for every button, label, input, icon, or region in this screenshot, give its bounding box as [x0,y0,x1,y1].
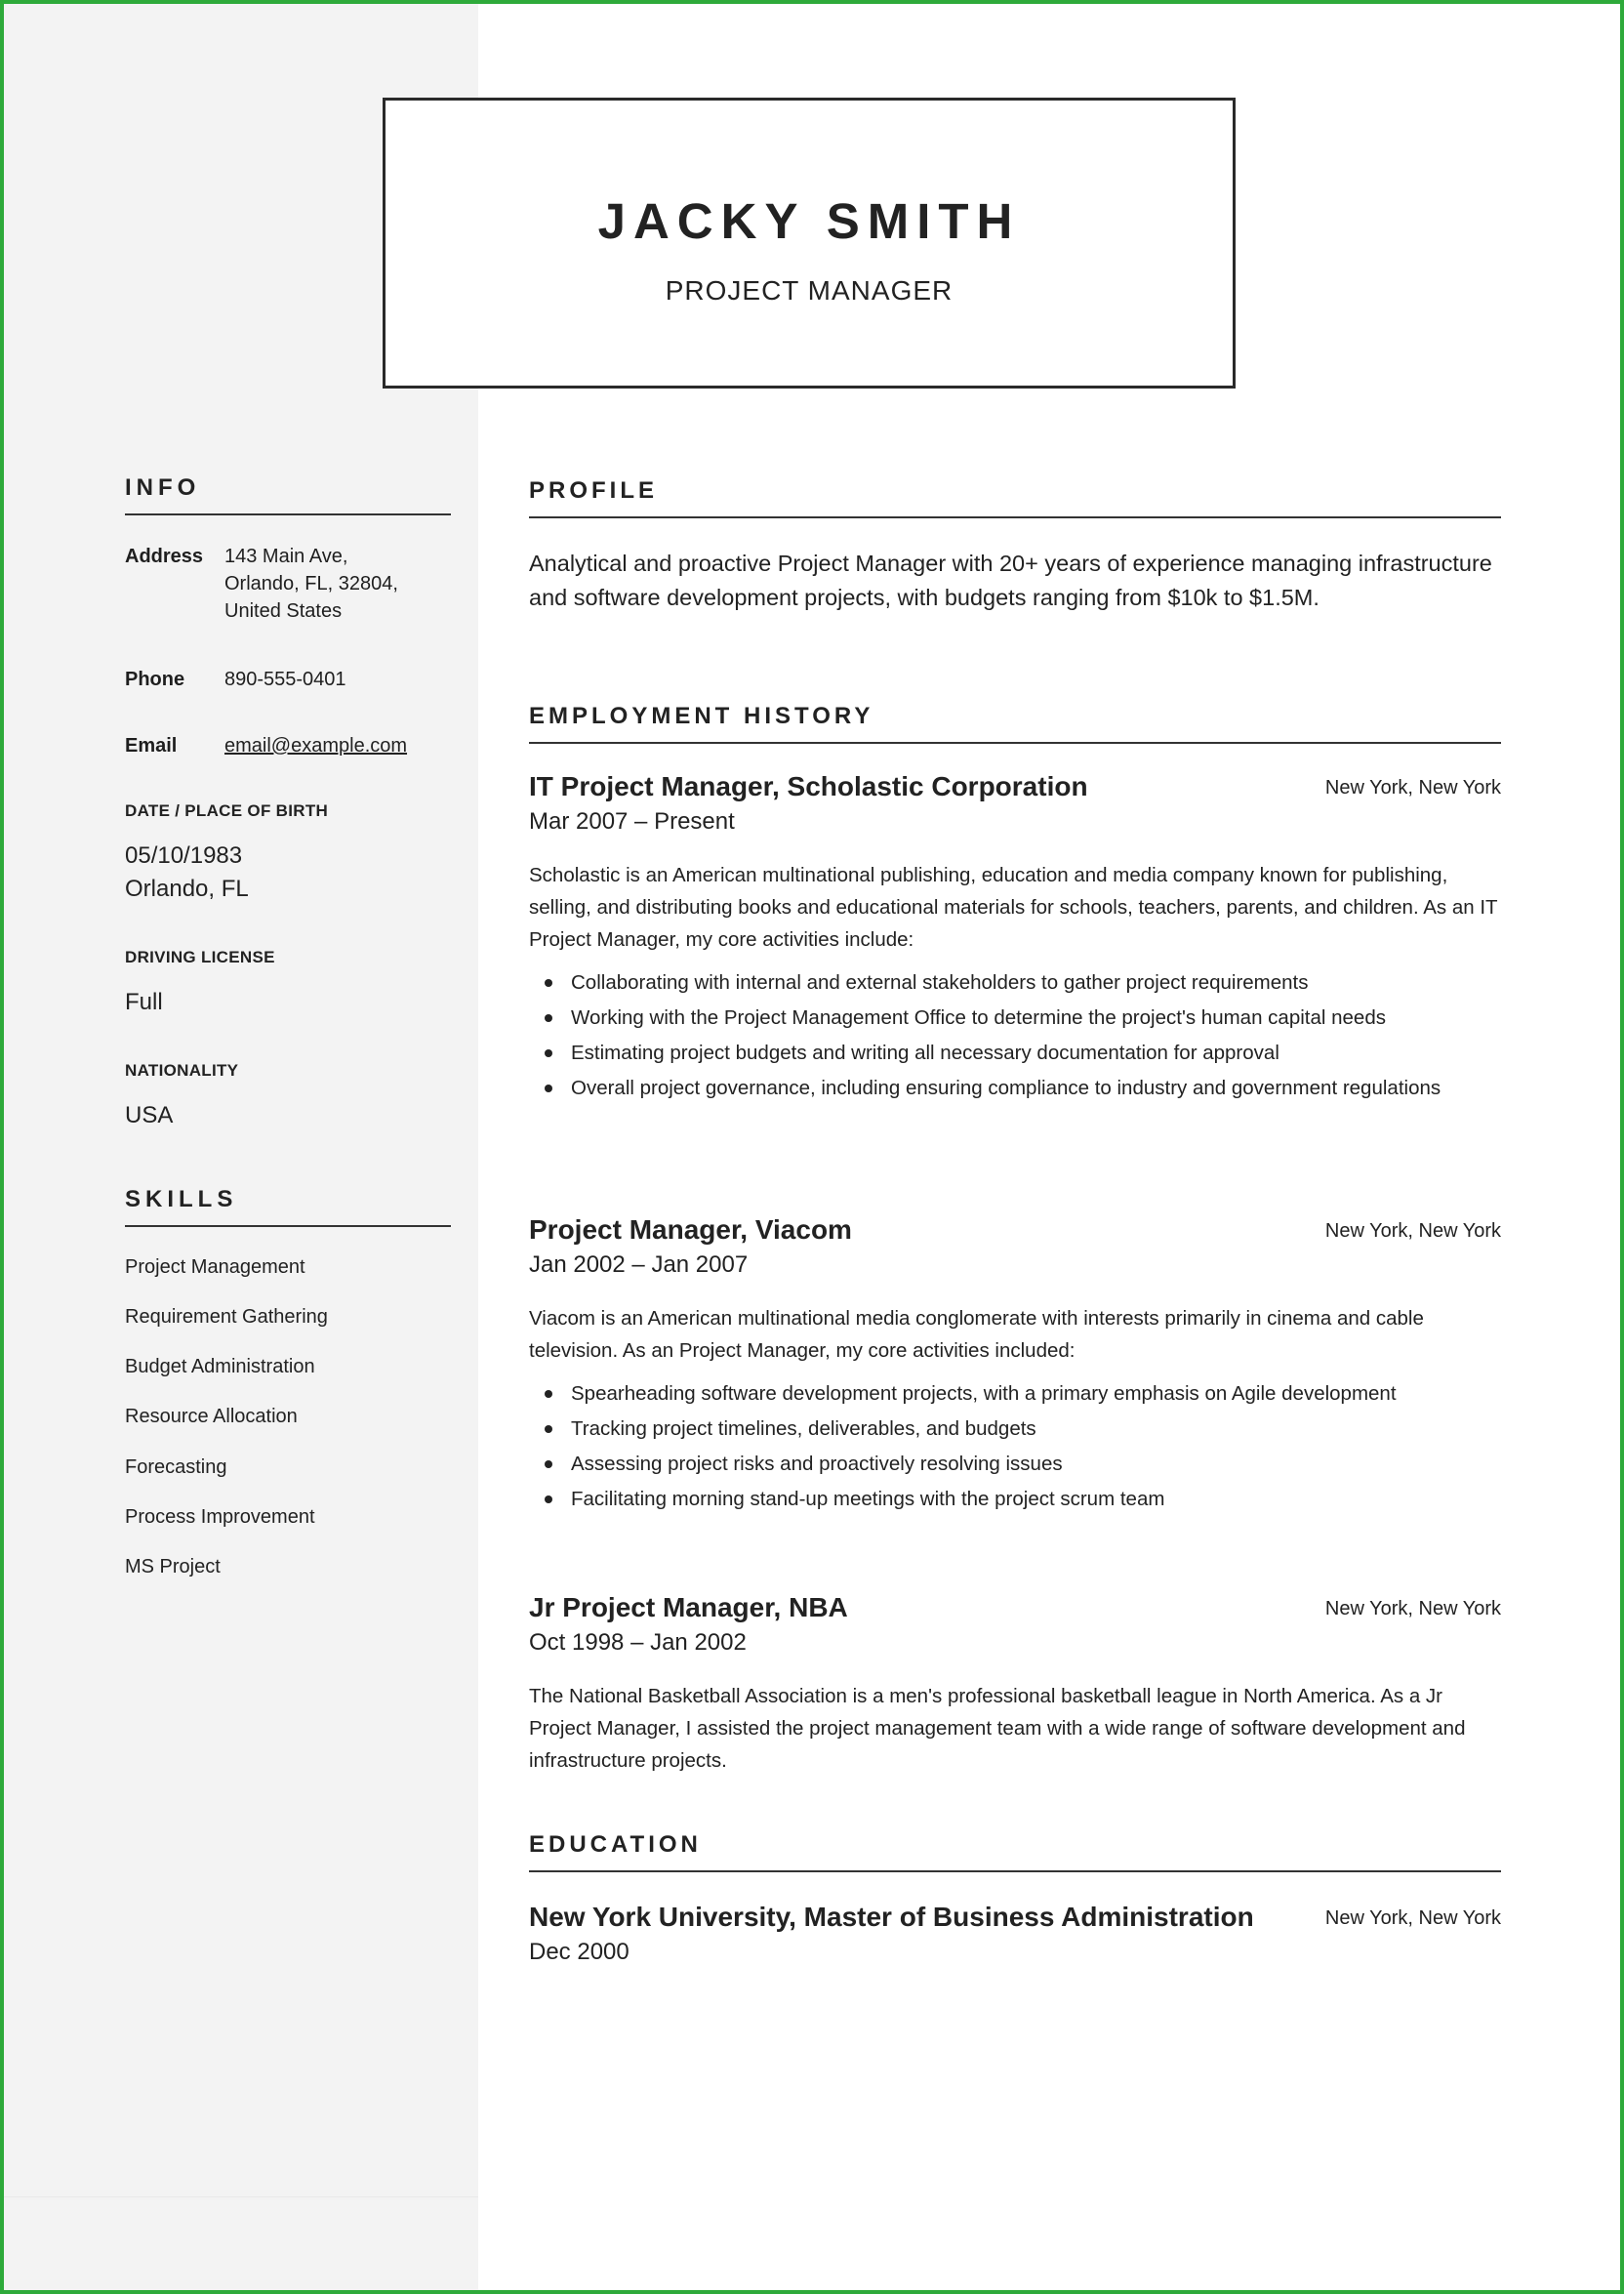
skill-item: MS Project [125,1556,221,1577]
nationality-value: USA [125,1102,174,1128]
skills-section-heading [125,1186,451,1227]
employment-title: EMPLOYMENT HISTORY [529,703,1501,744]
skill-item: Resource Allocation [125,1406,298,1427]
dob-date: 05/10/1983 [125,842,243,869]
job-title: Jr Project Manager, NBA [529,1592,848,1622]
job-dates: Jan 2002 – Jan 2007 [529,1251,749,1278]
nationality-label: NATIONALITY [125,1061,239,1080]
job-title: IT Project Manager, Scholastic Corporation [529,771,1088,801]
address-label: Address [125,546,204,567]
name-header [383,98,1236,389]
job-location: New York, New York [1324,1598,1501,1619]
job-bullet: Tracking project timelines, deliverables, and budgets [571,1413,1543,1445]
skill-item: Requirement Gathering [125,1306,328,1328]
address-line-2: Orlando, FL, 32804, [224,573,398,594]
job-description: Viacom is an American multinational media conglomerate with interests primarily in cinema and cable television. As an Project Manager, my core activities included: [529,1307,1424,1362]
candidate-role: PROJECT MANAGER [665,275,954,306]
info-title: INFO [125,474,451,515]
dob-label: DATE / PLACE OF BIRTH [125,801,329,820]
phone-value: 890-555-0401 [224,669,346,690]
job-bullet: Estimating project budgets and writing all necessary documentation for approval [571,1037,1543,1069]
resume-page [4,4,1620,2290]
skills-title: SKILLS [125,1186,451,1227]
dob-place: Orlando, FL [125,876,249,902]
profile-text: Analytical and proactive Project Manager with 20+ years of experience managing infrastructure and software development projects, with budgets ranging from $10k to $1.5M. [529,551,1492,610]
email-link[interactable]: email@example.com [224,735,408,757]
email-label: Email [125,735,178,757]
job-bullet: Overall project governance, including ensuring compliance to industry and government regulations [571,1072,1543,1104]
phone-label: Phone [125,669,185,690]
education-location: New York, New York [1324,1907,1501,1929]
job-description: Scholastic is an American multinational publishing, education and media company known for publishing, selling, and distributing books and educational materials for schools, teachers, parents, and children. As an IT Project Manager, my core activities include: [529,864,1498,951]
job-bullets [529,1377,1543,1518]
job-title: Project Manager, Viacom [529,1214,852,1245]
skill-item: Process Improvement [125,1506,315,1528]
job-location: New York, New York [1324,777,1501,799]
candidate-name: JACKY SMITH [597,193,1021,249]
license-label: DRIVING LICENSE [125,948,275,966]
education-dates: Dec 2000 [529,1939,629,1965]
job-bullet: Collaborating with internal and external stakeholders to gather project requirements [571,966,1543,999]
profile-title: PROFILE [529,477,1501,518]
education-title: EDUCATION [529,1831,1501,1872]
skill-item: Budget Administration [125,1356,315,1377]
job-bullet: Facilitating morning stand-up meetings with the project scrum team [571,1483,1543,1515]
education-title-degree: New York University, Master of Business Administration [529,1902,1254,1932]
job-dates: Oct 1998 – Jan 2002 [529,1629,747,1656]
job-bullet: Spearheading software development projects, with a primary emphasis on Agile development [571,1377,1543,1410]
address-value [224,543,449,625]
job-description: The National Basketball Association is a men's professional basketball league in North America. As a Jr Project Manager, I assisted the project management team with a wide range of software development and infrastructure projects. [529,1685,1466,1772]
job-bullet: Assessing project risks and proactively resolving issues [571,1448,1543,1480]
license-value: Full [125,989,163,1015]
address-line-3: United States [224,600,343,622]
job-bullet: Working with the Project Management Office to determine the project's human capital needs [571,1002,1543,1034]
job-dates: Mar 2007 – Present [529,808,735,835]
info-section-heading [125,474,451,515]
job-bullets [529,966,1543,1107]
sidebar-divider [4,2196,478,2197]
skill-item: Forecasting [125,1456,227,1478]
skill-item: Project Management [125,1256,305,1278]
job-location: New York, New York [1324,1220,1501,1242]
address-line-1: 143 Main Ave, [224,546,348,567]
